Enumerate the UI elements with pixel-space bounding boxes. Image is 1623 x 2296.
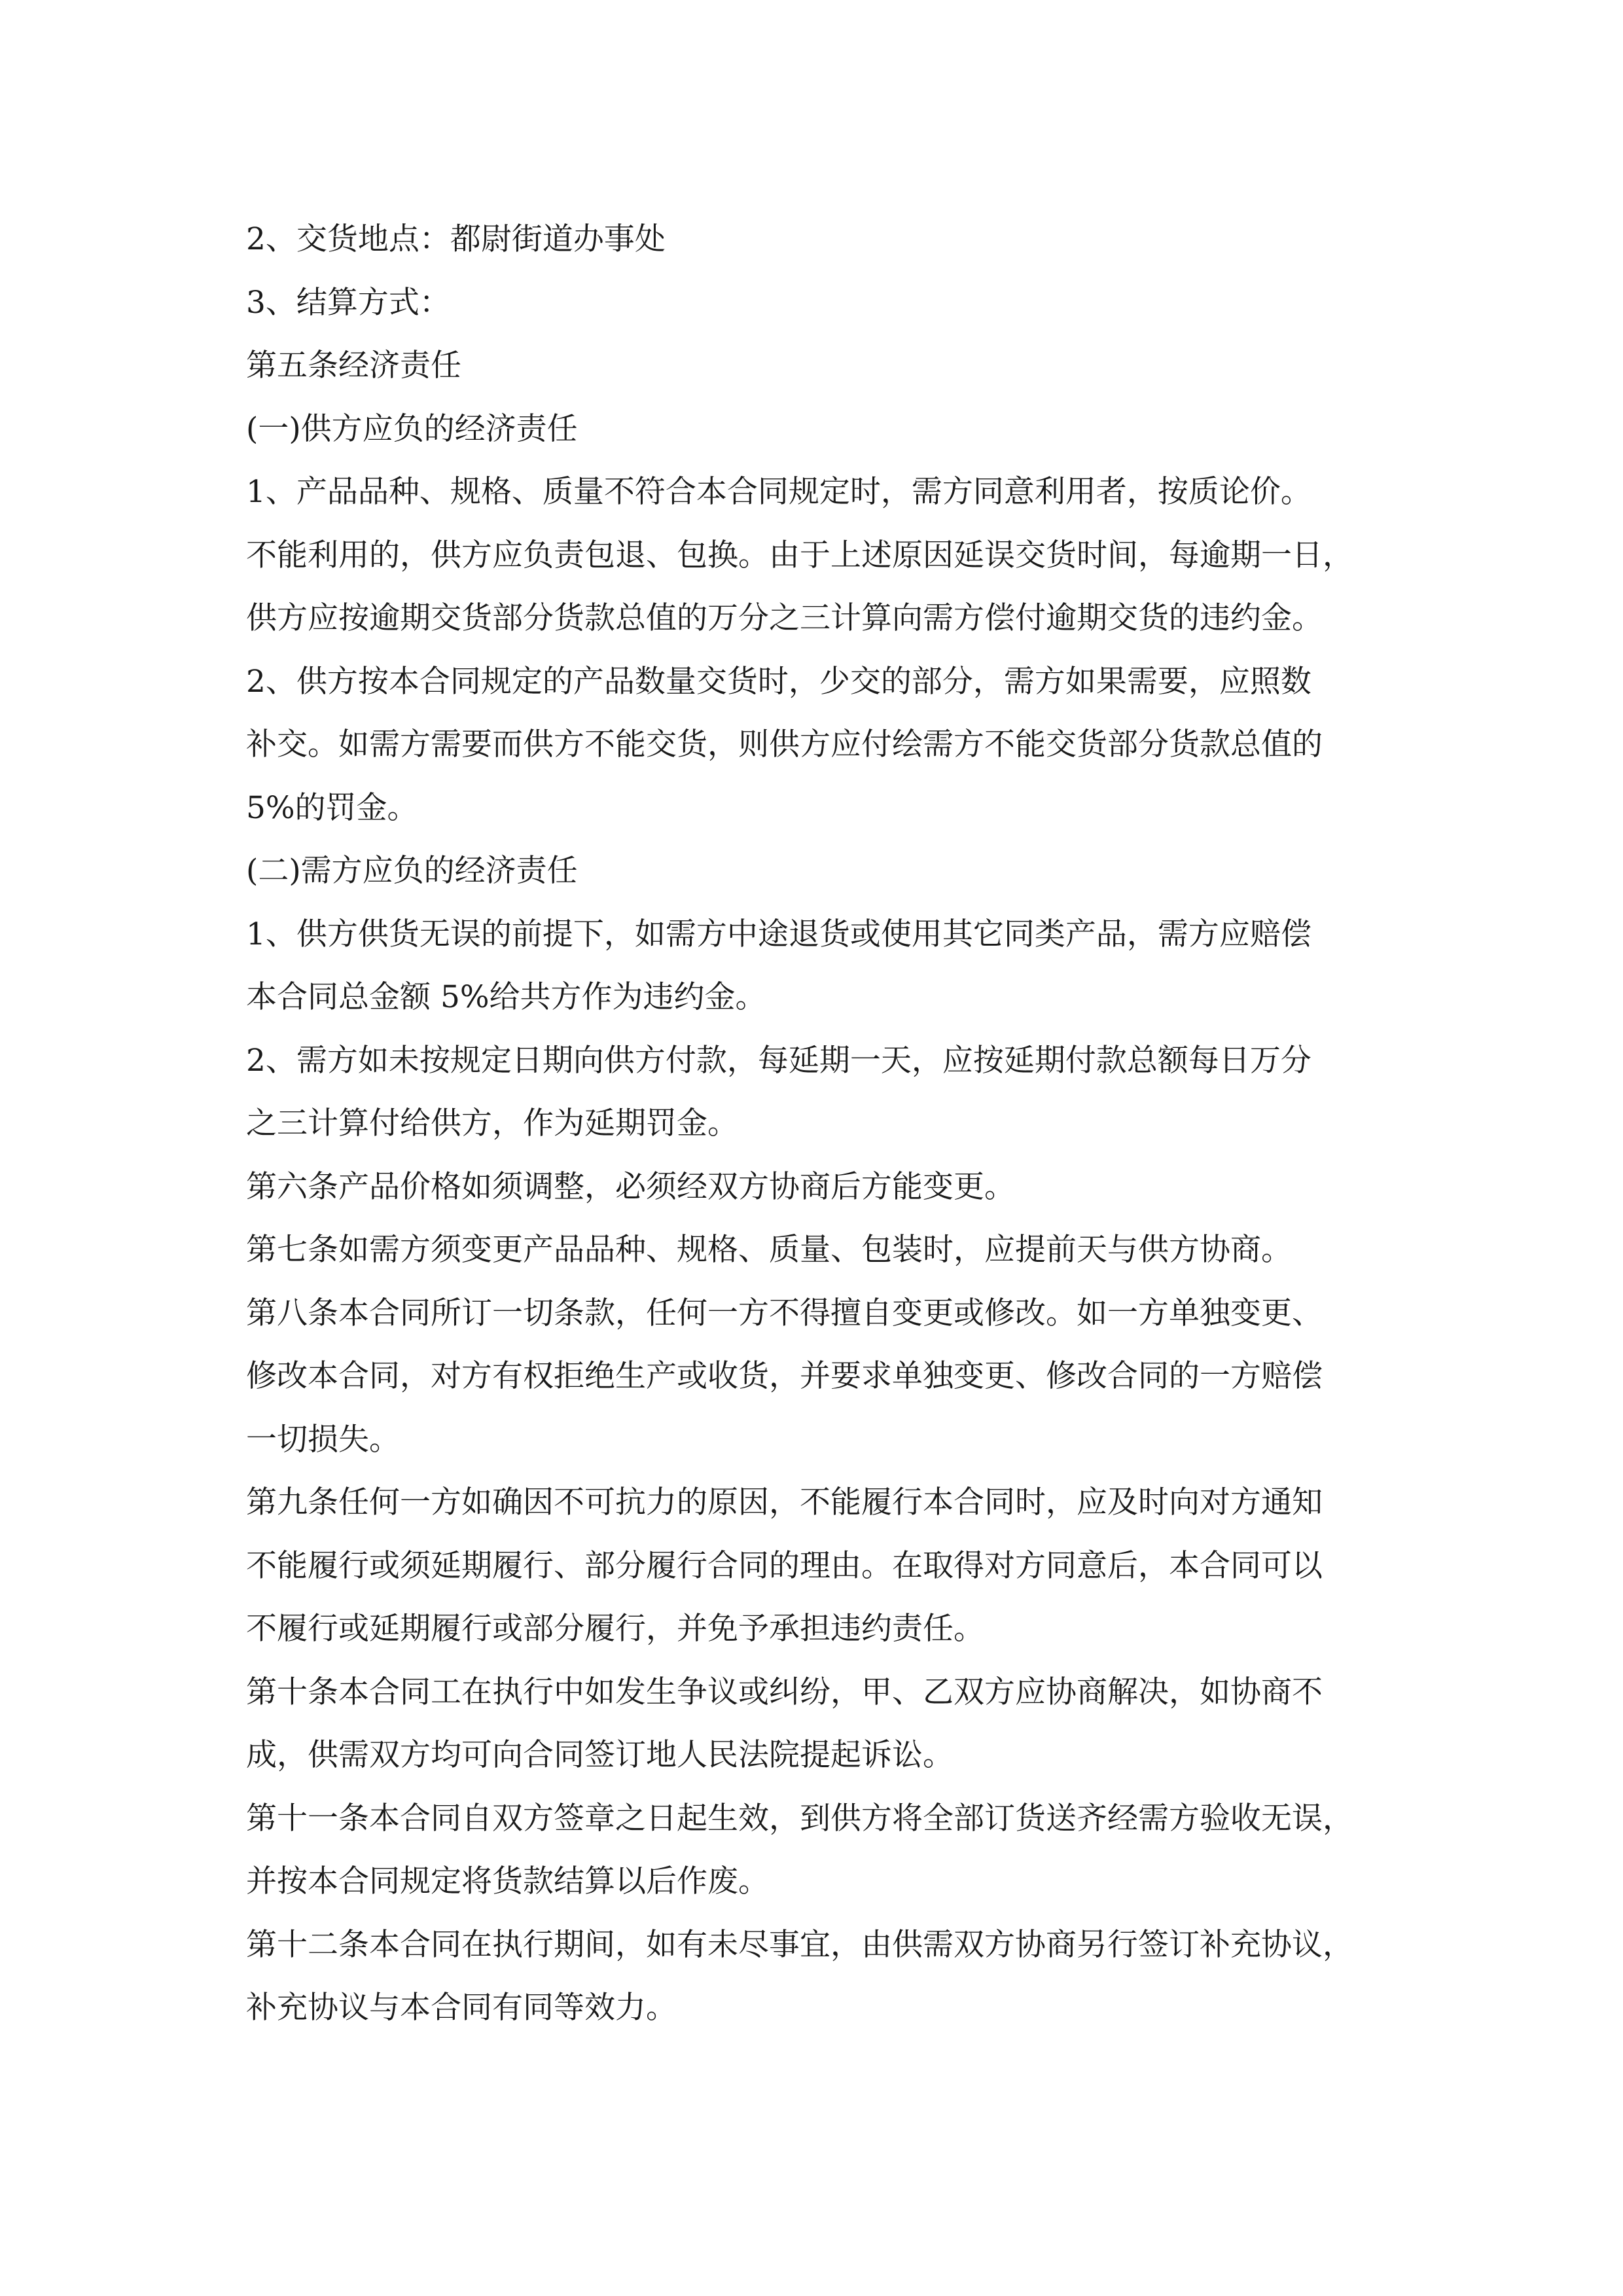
text-line: 之三计算付给供方，作为延期罚金。 — [246, 1105, 738, 1141]
text-line: 5%的罚金。 — [246, 789, 418, 826]
text-line: 2、交货地点：都尉街道办事处 — [246, 221, 666, 257]
text-line: 成，供需双方均可向合同签订地人民法院提起诉讼。 — [246, 1737, 954, 1773]
text-line: 3、结算方式： — [246, 284, 450, 321]
text-line: 第十二条本合同在执行期间，如有未尽事宜，由供需双方协商另行签订补充协议， — [246, 1926, 1353, 1963]
text-line: 修改本合同，对方有权拒绝生产或收货，并要求单独变更、修改合同的一方赔偿 — [246, 1358, 1323, 1394]
text-line: 补充协议与本合同有同等效力。 — [246, 1990, 677, 2026]
text-line: 并按本合同规定将货款结算以后作废。 — [246, 1863, 769, 1899]
text-line: 本合同总金额 5%给共方作为违约金。 — [246, 979, 766, 1015]
text-line: 第十条本合同工在执行中如发生争议或纠纷，甲、乙双方应协商解决，如协商不 — [246, 1674, 1323, 1710]
text-line: 第六条产品价格如须调整，必须经双方协商后方能变更。 — [246, 1168, 1015, 1205]
document-body — [246, 208, 1398, 2040]
text-line: 供方应按逾期交货部分货款总值的万分之三计算向需方偿付逾期交货的违约金。 — [246, 600, 1323, 636]
text-line: 不履行或延期履行或部分履行，并免予承担违约责任。 — [246, 1611, 984, 1647]
subsection-heading: (二)需方应负的经济责任 — [246, 853, 578, 889]
text-line: 一切损失。 — [246, 1421, 400, 1458]
text-line: 2、需方如未按规定日期向供方付款，每延期一天，应按延期付款总额每日万分 — [246, 1042, 1311, 1079]
text-line: 第九条任何一方如确因不可抗力的原因，不能履行本合同时，应及时向对方通知 — [246, 1484, 1323, 1520]
text-line: 第十一条本合同自双方签章之日起生效，到供方将全部订货送齐经需方验收无误， — [246, 1800, 1353, 1837]
text-line: 第七条如需方须变更产品品种、规格、质量、包装时，应提前天与供方协商。 — [246, 1232, 1292, 1268]
text-line: 不能利用的，供方应负责包退、包换。由于上述原因延误交货时间，每逾期一日， — [246, 537, 1353, 573]
text-line: 2、供方按本合同规定的产品数量交货时，少交的部分，需方如果需要，应照数 — [246, 663, 1311, 700]
text-line: 不能履行或须延期履行、部分履行合同的理由。在取得对方同意后，本合同可以 — [246, 1547, 1323, 1584]
section-heading: 第五条经济责任 — [246, 348, 461, 384]
text-line: 补交。如需方需要而供方不能交货，则供方应付绘需方不能交货部分货款总值的 — [246, 726, 1323, 762]
text-line: 第八条本合同所订一切条款，任何一方不得擅自变更或修改。如一方单独变更、 — [246, 1295, 1323, 1331]
text-line: 1、供方供货无误的前提下，如需方中途退货或使用其它同类产品，需方应赔偿 — [246, 916, 1311, 952]
text-line: 1、产品品种、规格、质量不符合本合同规定时，需方同意利用者，按质论价。 — [246, 474, 1311, 510]
subsection-heading: (一)供方应负的经济责任 — [246, 410, 578, 447]
